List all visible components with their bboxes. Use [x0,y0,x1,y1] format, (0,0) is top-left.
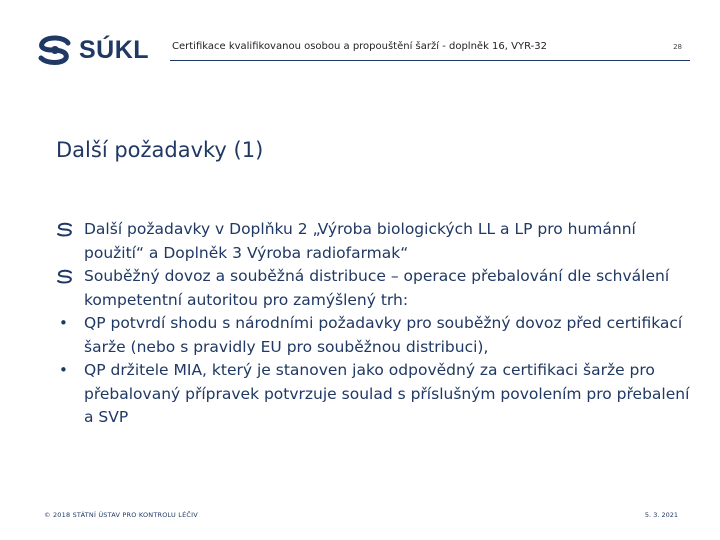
footer-copyright: © 2018 STÁTNÍ ÚSTAV PRO KONTROLU LÉČIV [44,511,198,519]
bullet-item [56,265,696,312]
bullet-dot: • [59,361,68,379]
bullet-text: QP držitele MIA, který je stanoven jako odpovědný za certifikaci šarže pro přebalovaný přípravek potvrzuje soulad s příslušným povolením pro přebalení a SVP [84,361,690,426]
page-number: 28 [673,43,682,51]
bullet-dot: • [59,314,68,332]
slide-title: Další požadavky (1) [56,138,264,162]
header-title: Certifikace kvalifikovanou osobou a propouštění šarží - doplněk 16, VYR-32 [172,41,547,52]
bullet-text: QP potvrdí shodu s národními požadavky pro souběžný dovoz před certifikací šarže (nebo s pravidly EU pro souběžnou distribuci), [84,314,683,356]
sukl-logo [38,34,149,66]
footer-date: 5. 3. 2021 [644,511,678,519]
bullet-list [56,218,696,430]
bullet-item [56,359,696,430]
bullet-item [56,312,696,359]
header-divider [170,60,690,61]
bullet-text: Souběžný dovoz a souběžná distribuce – operace přebalování dle schválení kompetentní autoritou pro zamýšlený trh: [84,267,670,309]
swirl-icon [56,222,74,238]
sukl-logo-mark-icon [38,35,72,65]
swirl-icon [56,269,74,285]
bullet-text: Další požadavky v Doplňku 2 „Výroba biologických LL a LP pro humánní použití“ a Doplněk 3 Výroba radiofarmak“ [84,220,636,262]
bullet-item [56,218,696,265]
logo-text: SÚKL [79,35,150,64]
